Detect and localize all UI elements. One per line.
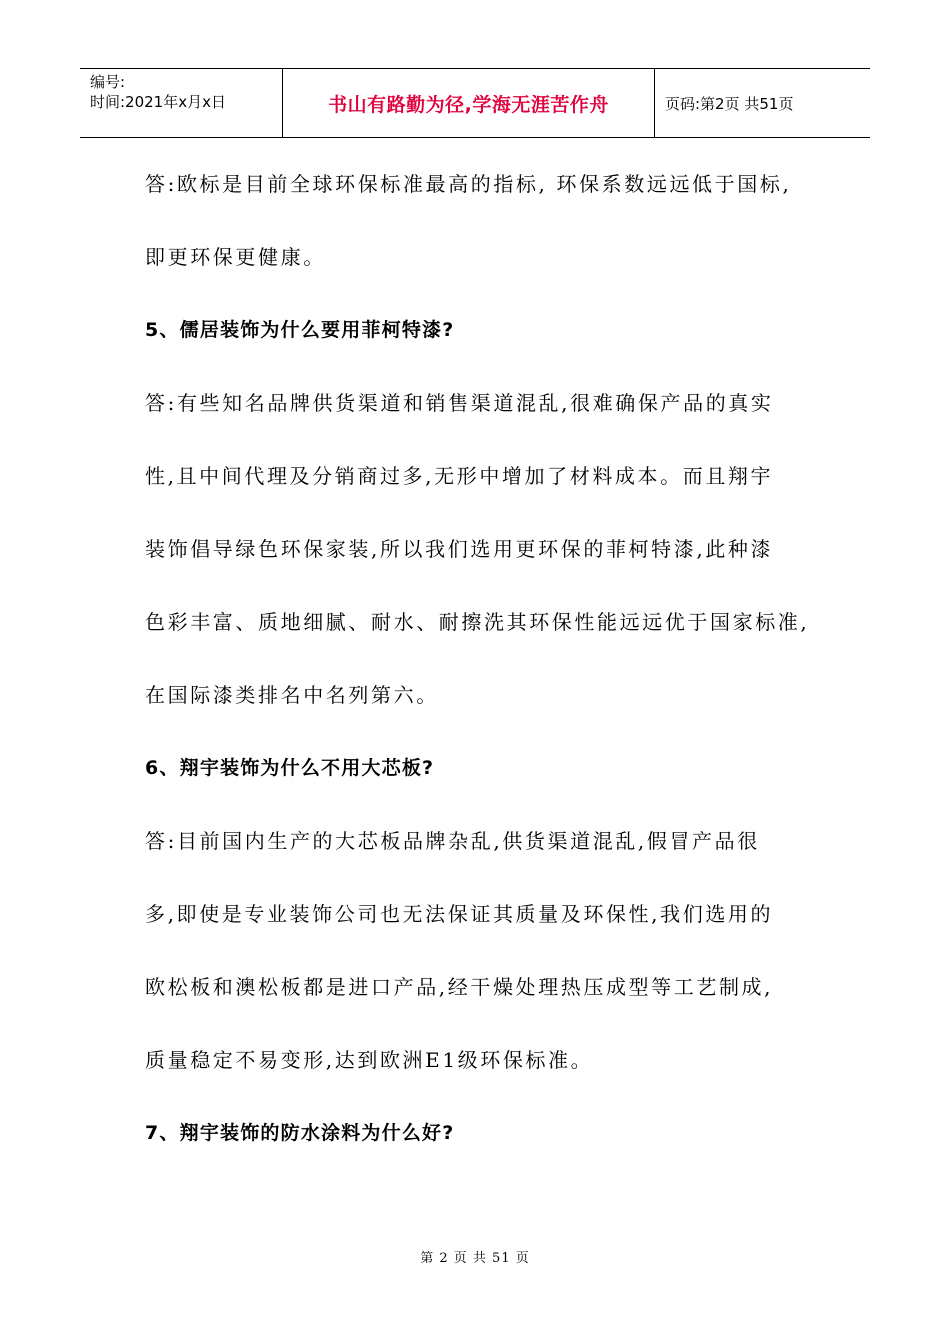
answer-5	[145, 367, 845, 732]
answer-line: 色彩丰富、质地细腻、耐水、耐擦洗其环保性能远远优于国家标准,	[145, 610, 810, 634]
page-header	[80, 68, 870, 138]
page-footer: 第 2 页 共 51 页	[420, 1251, 530, 1266]
answer-line: 欧松板和澳松板都是进口产品,经干燥处理热压成型等工艺制成,	[145, 975, 774, 999]
header-motto-cell	[282, 69, 655, 137]
number-label: 编号:	[90, 73, 126, 91]
header-meta	[80, 69, 282, 137]
answer-line: 性,且中间代理及分销商过多,无形中增加了材料成本。而且翔宇	[145, 464, 774, 488]
question-6: 6、翔宇装饰为什么不用大芯板?	[145, 757, 435, 779]
answer-line: 质量稳定不易变形,达到欧洲E1级环保标准。	[145, 1048, 594, 1072]
document-body	[145, 148, 845, 1170]
answer-line: 装饰倡导绿色环保家装,所以我们选用更环保的菲柯特漆,此种漆	[145, 537, 774, 561]
page-info: 页码:第2页 共51页	[665, 94, 794, 113]
answer-line: 即更环保更健康。	[145, 245, 326, 269]
time-label: 时间:2021年x月x日	[90, 93, 226, 111]
answer-6	[145, 805, 845, 1097]
question-7: 7、翔宇装饰的防水涂料为什么好?	[145, 1122, 455, 1144]
answer-line: 在国际漆类排名中名列第六。	[145, 683, 439, 707]
answer-line: 答:有些知名品牌供货渠道和销售渠道混乱,很难确保产品的真实	[145, 391, 774, 415]
answer-line: 答:欧标是目前全球环保标准最高的指标, 环保系数远远低于国标,	[145, 172, 792, 196]
answer-4	[145, 148, 845, 294]
answer-line: 多,即使是专业装饰公司也无法保证其质量及环保性,我们选用的	[145, 902, 774, 926]
question-5: 5、儒居装饰为什么要用菲柯特漆?	[145, 319, 455, 341]
answer-line: 答:目前国内生产的大芯板品牌杂乱,供货渠道混乱,假冒产品很	[145, 829, 760, 853]
motto-text: 书山有路勤为径,学海无涯苦作舟	[328, 93, 609, 116]
header-page-cell	[655, 69, 870, 137]
